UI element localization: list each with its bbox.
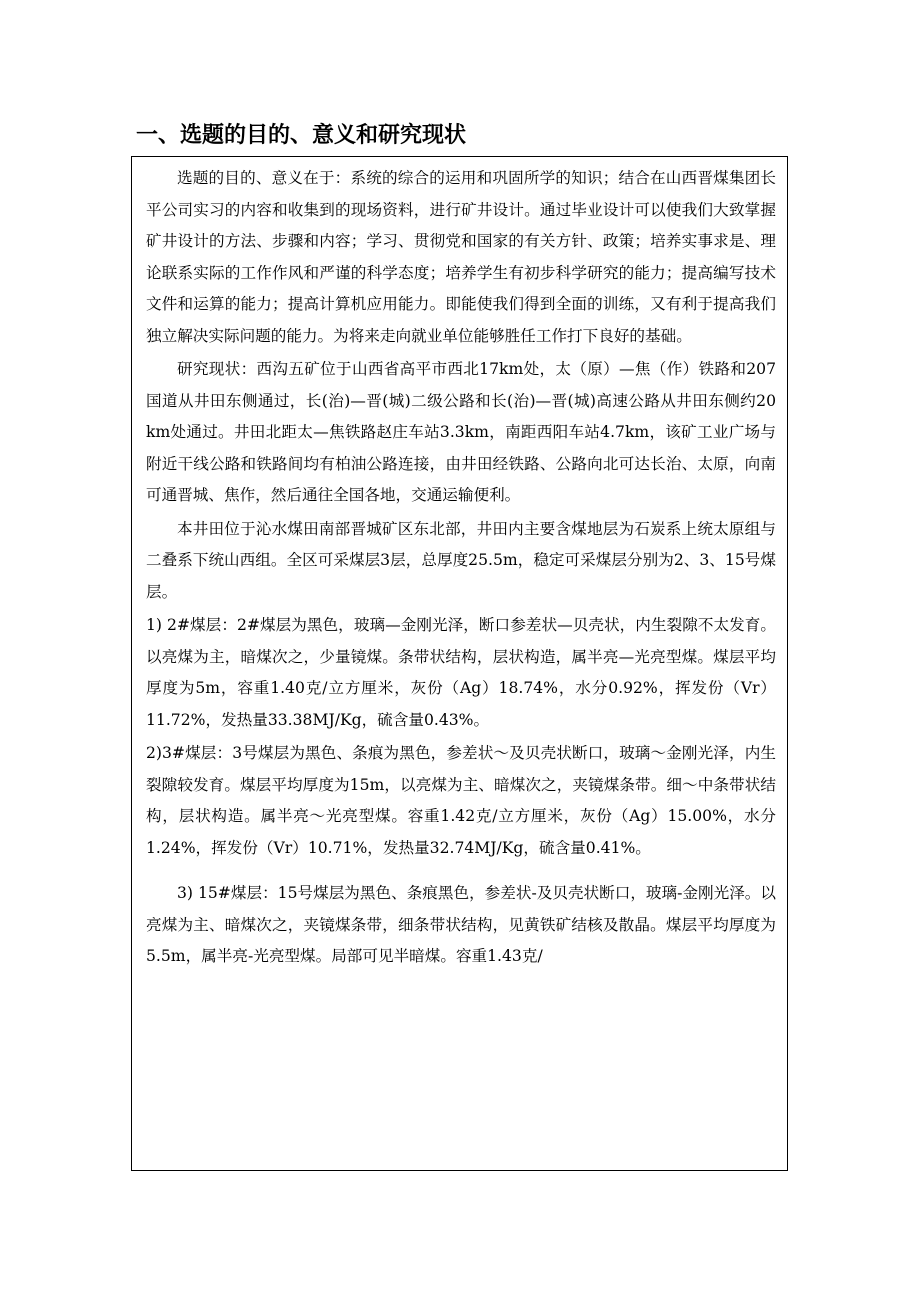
content-body <box>146 163 776 973</box>
paragraph-seam-2: 1) 2#煤层：2#煤层为黑色，玻璃—金刚光泽，断口参差状—贝壳状，内生裂隙不太发育。以亮煤为主，暗煤次之，少量镜煤。条带状结构，层状构造，属半亮—光亮型煤。煤层平均厚度为5m，容重1.40克/立方厘米，灰份（Ag）18.74%，水分0.92%，挥发份（Vr）11.72%，发热量33.38MJ/Kg，硫含量0.43%。 <box>146 616 776 729</box>
paragraph-seam-15: 3) 15#煤层：15号煤层为黑色、条痕黑色，参差状-及贝壳状断口，玻璃-金刚光泽。以亮煤为主、暗煤次之，夹镜煤条带，细条带状结构，见黄铁矿结核及散晶。煤层平均厚度为5.5m，属半亮-光亮型煤。局部可见半暗煤。容重1.43克/ <box>146 884 776 965</box>
paragraph-field-overview: 本井田位于沁水煤田南部晋城矿区东北部，井田内主要含煤地层为石炭系上统太原组与二叠系下统山西组。全区可采煤层3层，总厚度25.5m，稳定可采煤层分别为2、3、15号煤层。 <box>146 519 776 601</box>
section-heading: 一、选题的目的、意义和研究现状 <box>136 123 467 148</box>
paragraph-seam-3: 2)3#煤层：3号煤层为黑色、条痕为黑色，参差状～及贝壳状断口，玻璃～金刚光泽，内生裂隙较发育。煤层平均厚度为15m，以亮煤为主、暗煤次之，夹镜煤条带。细～中条带状结构，层状构造。属半亮～光亮型煤。容重1.42克/立方厘米，灰份（Ag）15.00%，水分1.24%，挥发份（Vr）10.71%，发热量32.74MJ/Kg，硫含量0.41%。 <box>146 744 776 857</box>
paragraph-purpose: 选题的目的、意义在于：系统的综合的运用和巩固所学的知识；结合在山西晋煤集团长平公司实习的内容和收集到的现场资料，进行矿井设计。通过毕业设计可以使我们大致掌握矿井设计的方法、步骤和内容；学习、贯彻党和国家的有关方针、政策；培养实事求是、理论联系实际的工作作风和严谨的科学态度；培养学生有初步科学研究的能力；提高编写技术文件和运算的能力；提高计算机应用能力。即能使我们得到全面的训练，又有利于提高我们独立解决实际问题的能力。为将来走向就业单位能够胜任工作打下良好的基础。 <box>146 169 776 345</box>
paragraph-research-status: 研究现状：西沟五矿位于山西省高平市西北17km处，太（原）—焦（作）铁路和207国道从井田东侧通过，长(治)—晋(城)二级公路和长(治)—晋(城)高速公路从井田东侧约20 km处通过。井田北距太—焦铁路赵庄车站3.3km，南距西阳车站4.7km，该矿工业广场与附近干线公路和铁路间均有柏油公路连接，由井田经铁路、公路向北可达长治、太原，向南可通晋城、焦作，然后通往全国各地，交通运输便利。 <box>146 360 776 504</box>
content-box <box>131 156 788 1171</box>
